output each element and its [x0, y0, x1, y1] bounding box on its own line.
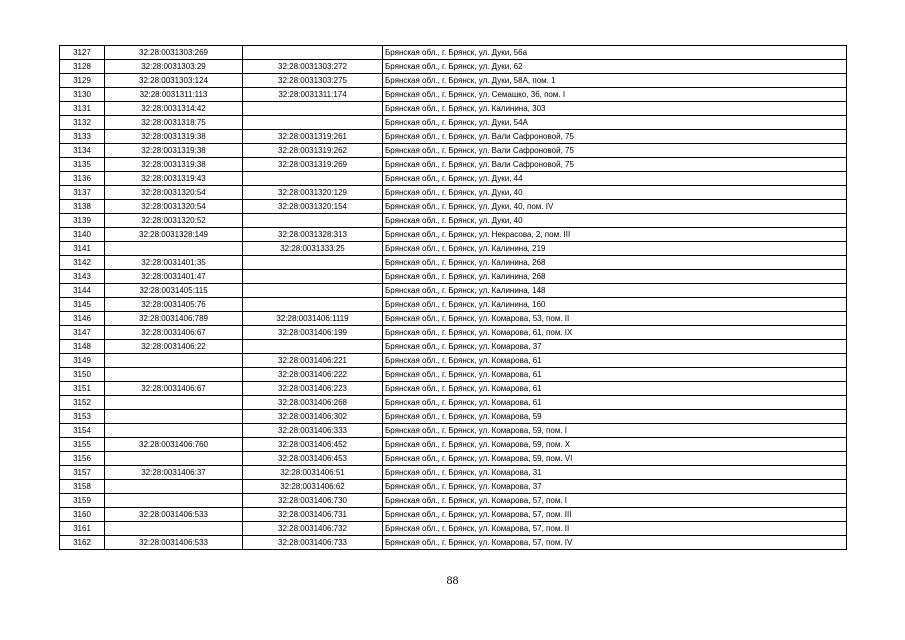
building-cadastral-number-cell: 32:28:0031406:731	[243, 508, 383, 522]
address-cell: Брянская обл., г. Брянск, ул. Калинина, 268	[383, 256, 847, 270]
record-number-cell: 3127	[60, 46, 105, 60]
address-cell: Брянская обл., г. Брянск, ул. Вали Сафроновой, 75	[383, 158, 847, 172]
table-row	[60, 228, 847, 242]
parcel-cadastral-number-cell	[105, 368, 243, 382]
parcel-cadastral-number-cell: 32:28:0031406:789	[105, 312, 243, 326]
parcel-cadastral-number-cell: 32:28:0031303:29	[105, 60, 243, 74]
table-row	[60, 382, 847, 396]
record-number-cell: 3135	[60, 158, 105, 172]
building-cadastral-number-cell: 32:28:0031319:269	[243, 158, 383, 172]
address-cell: Брянская обл., г. Брянск, ул. Комарова, 57, пом. IV	[383, 536, 847, 550]
table-row	[60, 340, 847, 354]
address-cell: Брянская обл., г. Брянск, ул. Комарова, 57, пом. II	[383, 522, 847, 536]
record-number-cell: 3158	[60, 480, 105, 494]
record-number-cell: 3160	[60, 508, 105, 522]
table-row	[60, 88, 847, 102]
table-row	[60, 452, 847, 466]
address-cell: Брянская обл., г. Брянск, ул. Дуки, 40	[383, 186, 847, 200]
table-row	[60, 270, 847, 284]
address-cell: Брянская обл., г. Брянск, ул. Калинина, 160	[383, 298, 847, 312]
record-number-cell: 3153	[60, 410, 105, 424]
table-row	[60, 466, 847, 480]
address-cell: Брянская обл., г. Брянск, ул. Калинина, 303	[383, 102, 847, 116]
record-number-cell: 3149	[60, 354, 105, 368]
table-row	[60, 200, 847, 214]
record-number-cell: 3128	[60, 60, 105, 74]
building-cadastral-number-cell: 32:28:0031319:261	[243, 130, 383, 144]
table-row	[60, 536, 847, 550]
table-row	[60, 368, 847, 382]
building-cadastral-number-cell: 32:28:0031320:129	[243, 186, 383, 200]
table-row	[60, 144, 847, 158]
address-cell: Брянская обл., г. Брянск, ул. Некрасова, 2, пом. III	[383, 228, 847, 242]
table-row	[60, 438, 847, 452]
record-number-cell: 3142	[60, 256, 105, 270]
parcel-cadastral-number-cell: 32:28:0031401:35	[105, 256, 243, 270]
record-number-cell: 3139	[60, 214, 105, 228]
building-cadastral-number-cell: 32:28:0031406:732	[243, 522, 383, 536]
building-cadastral-number-cell	[243, 102, 383, 116]
record-number-cell: 3130	[60, 88, 105, 102]
address-cell: Брянская обл., г. Брянск, ул. Комарова, 61	[383, 396, 847, 410]
parcel-cadastral-number-cell: 32:28:0031303:124	[105, 74, 243, 88]
record-number-cell: 3147	[60, 326, 105, 340]
record-number-cell: 3146	[60, 312, 105, 326]
parcel-cadastral-number-cell: 32:28:0031401:47	[105, 270, 243, 284]
address-cell: Брянская обл., г. Брянск, ул. Комарова, 57, пом. III	[383, 508, 847, 522]
record-number-cell: 3162	[60, 536, 105, 550]
parcel-cadastral-number-cell	[105, 424, 243, 438]
address-cell: Брянская обл., г. Брянск, ул. Семашко, 36, пом. I	[383, 88, 847, 102]
address-cell: Брянская обл., г. Брянск, ул. Калинина, 148	[383, 284, 847, 298]
parcel-cadastral-number-cell	[105, 522, 243, 536]
parcel-cadastral-number-cell	[105, 242, 243, 256]
record-number-cell: 3129	[60, 74, 105, 88]
address-cell: Брянская обл., г. Брянск, ул. Комарова, 59	[383, 410, 847, 424]
parcel-cadastral-number-cell: 32:28:0031319:38	[105, 144, 243, 158]
table-row	[60, 522, 847, 536]
address-cell: Брянская обл., г. Брянск, ул. Дуки, 40, пом. IV	[383, 200, 847, 214]
record-number-cell: 3133	[60, 130, 105, 144]
table-row	[60, 326, 847, 340]
address-cell: Брянская обл., г. Брянск, ул. Комарова, 61	[383, 382, 847, 396]
address-cell: Брянская обл., г. Брянск, ул. Комарова, 53, пом. II	[383, 312, 847, 326]
parcel-cadastral-number-cell: 32:28:0031406:22	[105, 340, 243, 354]
parcel-cadastral-number-cell: 32:28:0031405:76	[105, 298, 243, 312]
building-cadastral-number-cell: 32:28:0031406:452	[243, 438, 383, 452]
record-number-cell: 3150	[60, 368, 105, 382]
record-number-cell: 3145	[60, 298, 105, 312]
address-cell: Брянская обл., г. Брянск, ул. Дуки, 58А, пом. 1	[383, 74, 847, 88]
building-cadastral-number-cell: 32:28:0031333:25	[243, 242, 383, 256]
building-cadastral-number-cell: 32:28:0031311:174	[243, 88, 383, 102]
table-row	[60, 508, 847, 522]
address-cell: Брянская обл., г. Брянск, ул. Калинина, 219	[383, 242, 847, 256]
address-cell: Брянская обл., г. Брянск, ул. Дуки, 56а	[383, 46, 847, 60]
record-number-cell: 3132	[60, 116, 105, 130]
building-cadastral-number-cell	[243, 298, 383, 312]
table-row	[60, 214, 847, 228]
table-row	[60, 396, 847, 410]
record-number-cell: 3151	[60, 382, 105, 396]
table-row	[60, 74, 847, 88]
record-number-cell: 3136	[60, 172, 105, 186]
record-number-cell: 3159	[60, 494, 105, 508]
table-row	[60, 354, 847, 368]
address-cell: Брянская обл., г. Брянск, ул. Вали Сафроновой, 75	[383, 144, 847, 158]
building-cadastral-number-cell: 32:28:0031320:154	[243, 200, 383, 214]
page-number: 88	[446, 573, 459, 587]
parcel-cadastral-number-cell	[105, 410, 243, 424]
address-cell: Брянская обл., г. Брянск, ул. Комарова, 61, пом. IX	[383, 326, 847, 340]
parcel-cadastral-number-cell: 32:28:0031406:67	[105, 382, 243, 396]
address-cell: Брянская обл., г. Брянск, ул. Комарова, 61	[383, 368, 847, 382]
building-cadastral-number-cell: 32:28:0031406:1119	[243, 312, 383, 326]
building-cadastral-number-cell: 32:28:0031406:333	[243, 424, 383, 438]
record-number-cell: 3138	[60, 200, 105, 214]
property-register-table	[59, 45, 847, 550]
parcel-cadastral-number-cell: 32:28:0031328:149	[105, 228, 243, 242]
table-row	[60, 102, 847, 116]
building-cadastral-number-cell: 32:28:0031406:51	[243, 466, 383, 480]
address-cell: Брянская обл., г. Брянск, ул. Комарова, 57, пом. I	[383, 494, 847, 508]
parcel-cadastral-number-cell: 32:28:0031314:42	[105, 102, 243, 116]
address-cell: Брянская обл., г. Брянск, ул. Дуки, 40	[383, 214, 847, 228]
table-row	[60, 312, 847, 326]
record-number-cell: 3161	[60, 522, 105, 536]
parcel-cadastral-number-cell	[105, 494, 243, 508]
parcel-cadastral-number-cell	[105, 480, 243, 494]
address-cell: Брянская обл., г. Брянск, ул. Комарова, 59, пом. X	[383, 438, 847, 452]
parcel-cadastral-number-cell: 32:28:0031303:269	[105, 46, 243, 60]
address-cell: Брянская обл., г. Брянск, ул. Комарова, 37	[383, 480, 847, 494]
parcel-cadastral-number-cell	[105, 452, 243, 466]
building-cadastral-number-cell: 32:28:0031303:275	[243, 74, 383, 88]
address-cell: Брянская обл., г. Брянск, ул. Комарова, 61	[383, 354, 847, 368]
table-row	[60, 186, 847, 200]
record-number-cell: 3148	[60, 340, 105, 354]
parcel-cadastral-number-cell: 32:28:0031319:43	[105, 172, 243, 186]
parcel-cadastral-number-cell: 32:28:0031319:38	[105, 158, 243, 172]
record-number-cell: 3144	[60, 284, 105, 298]
address-cell: Брянская обл., г. Брянск, ул. Комарова, 37	[383, 340, 847, 354]
address-cell: Брянская обл., г. Брянск, ул. Комарова, 31	[383, 466, 847, 480]
address-cell: Брянская обл., г. Брянск, ул. Дуки, 44	[383, 172, 847, 186]
table-row	[60, 158, 847, 172]
building-cadastral-number-cell	[243, 284, 383, 298]
building-cadastral-number-cell: 32:28:0031303:272	[243, 60, 383, 74]
building-cadastral-number-cell	[243, 214, 383, 228]
building-cadastral-number-cell	[243, 46, 383, 60]
building-cadastral-number-cell	[243, 340, 383, 354]
table-row	[60, 130, 847, 144]
parcel-cadastral-number-cell: 32:28:0031406:67	[105, 326, 243, 340]
record-number-cell: 3141	[60, 242, 105, 256]
table-row	[60, 256, 847, 270]
record-number-cell: 3152	[60, 396, 105, 410]
table-row	[60, 410, 847, 424]
building-cadastral-number-cell: 32:28:0031406:268	[243, 396, 383, 410]
address-cell: Брянская обл., г. Брянск, ул. Дуки, 54А	[383, 116, 847, 130]
record-number-cell: 3156	[60, 452, 105, 466]
table-row	[60, 298, 847, 312]
table-row	[60, 116, 847, 130]
parcel-cadastral-number-cell	[105, 396, 243, 410]
table-row	[60, 46, 847, 60]
record-number-cell: 3140	[60, 228, 105, 242]
record-number-cell: 3134	[60, 144, 105, 158]
parcel-cadastral-number-cell	[105, 354, 243, 368]
building-cadastral-number-cell: 32:28:0031406:223	[243, 382, 383, 396]
record-number-cell: 3155	[60, 438, 105, 452]
record-number-cell: 3154	[60, 424, 105, 438]
parcel-cadastral-number-cell: 32:28:0031406:533	[105, 536, 243, 550]
table-row	[60, 494, 847, 508]
parcel-cadastral-number-cell: 32:28:0031320:54	[105, 186, 243, 200]
table-row	[60, 424, 847, 438]
building-cadastral-number-cell: 32:28:0031406:453	[243, 452, 383, 466]
building-cadastral-number-cell: 32:28:0031406:733	[243, 536, 383, 550]
building-cadastral-number-cell	[243, 116, 383, 130]
address-cell: Брянская обл., г. Брянск, ул. Комарова, 59, пом. I	[383, 424, 847, 438]
building-cadastral-number-cell: 32:28:0031406:222	[243, 368, 383, 382]
table-row	[60, 480, 847, 494]
building-cadastral-number-cell: 32:28:0031319:262	[243, 144, 383, 158]
table-row	[60, 242, 847, 256]
building-cadastral-number-cell: 32:28:0031406:302	[243, 410, 383, 424]
address-cell: Брянская обл., г. Брянск, ул. Вали Сафроновой, 75	[383, 130, 847, 144]
parcel-cadastral-number-cell: 32:28:0031320:52	[105, 214, 243, 228]
parcel-cadastral-number-cell: 32:28:0031406:760	[105, 438, 243, 452]
building-cadastral-number-cell: 32:28:0031406:199	[243, 326, 383, 340]
table-row	[60, 172, 847, 186]
building-cadastral-number-cell: 32:28:0031328:313	[243, 228, 383, 242]
building-cadastral-number-cell: 32:28:0031406:730	[243, 494, 383, 508]
parcel-cadastral-number-cell: 32:28:0031320:54	[105, 200, 243, 214]
parcel-cadastral-number-cell: 32:28:0031319:38	[105, 130, 243, 144]
record-number-cell: 3157	[60, 466, 105, 480]
parcel-cadastral-number-cell: 32:28:0031311:113	[105, 88, 243, 102]
record-number-cell: 3143	[60, 270, 105, 284]
building-cadastral-number-cell	[243, 270, 383, 284]
address-cell: Брянская обл., г. Брянск, ул. Дуки, 62	[383, 60, 847, 74]
register-table-body	[60, 46, 847, 550]
table-row	[60, 284, 847, 298]
address-cell: Брянская обл., г. Брянск, ул. Калинина, 268	[383, 270, 847, 284]
parcel-cadastral-number-cell: 32:28:0031405:115	[105, 284, 243, 298]
address-cell: Брянская обл., г. Брянск, ул. Комарова, 59, пом. VI	[383, 452, 847, 466]
building-cadastral-number-cell: 32:28:0031406:221	[243, 354, 383, 368]
parcel-cadastral-number-cell: 32:28:0031318:75	[105, 116, 243, 130]
building-cadastral-number-cell	[243, 256, 383, 270]
building-cadastral-number-cell: 32:28:0031406:62	[243, 480, 383, 494]
building-cadastral-number-cell	[243, 172, 383, 186]
table-row	[60, 60, 847, 74]
parcel-cadastral-number-cell: 32:28:0031406:533	[105, 508, 243, 522]
record-number-cell: 3137	[60, 186, 105, 200]
record-number-cell: 3131	[60, 102, 105, 116]
parcel-cadastral-number-cell: 32:28:0031406:37	[105, 466, 243, 480]
